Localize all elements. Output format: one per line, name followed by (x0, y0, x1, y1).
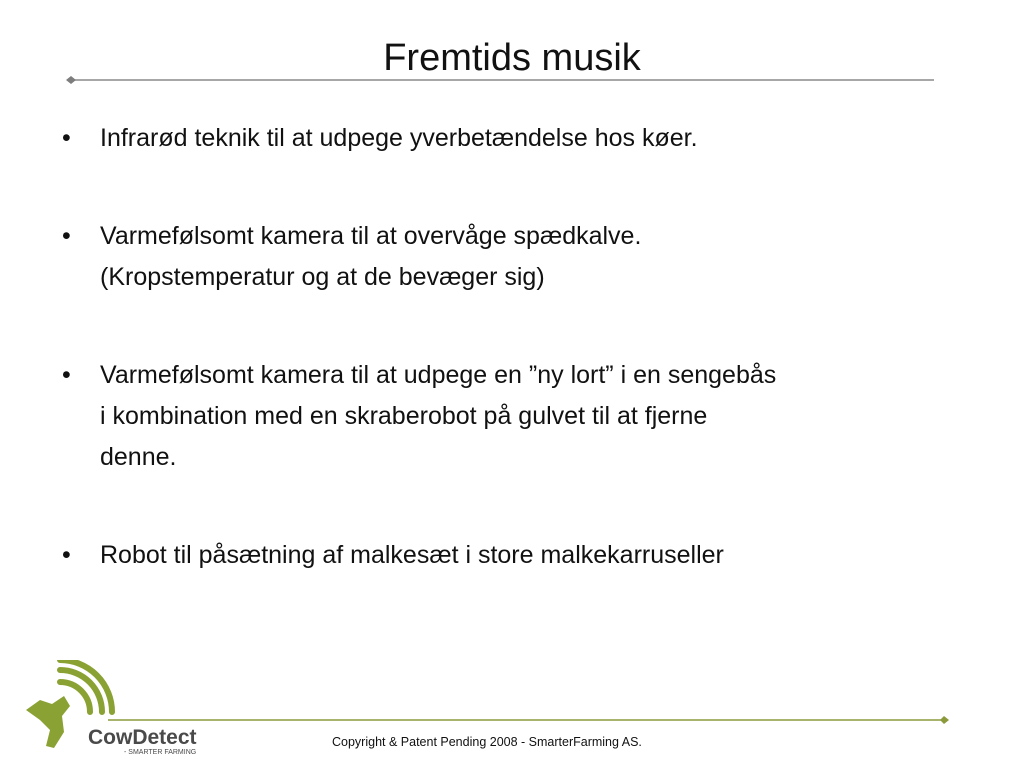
bullet-line: • Varmefølsomt kamera til at overvåge spædkalve. (100, 222, 642, 250)
bullet-line: i kombination med en skraberobot på gulvet til at fjerne (100, 402, 708, 430)
copyright-text: Copyright & Patent Pending 2008 - SmarterFarming AS. (332, 735, 642, 749)
logo-tagline: - SMARTER FARMING (124, 749, 197, 756)
cowdetect-logo (20, 660, 230, 758)
bullet-item (62, 535, 962, 576)
bullet-item (62, 355, 962, 478)
bullet-line: • Varmefølsomt kamera til at udpege en ”ny lort” i en sengebås (100, 361, 777, 389)
divider-diamond-icon (940, 716, 949, 724)
bullet-line: (Kropstemperatur og at de bevæger sig) (100, 263, 545, 291)
bullet-line: denne. (100, 443, 177, 471)
cow-head-icon (26, 696, 70, 748)
bullet-line: • Infrarød teknik til at udpege yverbetændelse hos køer. (100, 124, 698, 152)
bullet-item (62, 216, 962, 298)
slide-title: Fremtids musik (383, 37, 641, 79)
footer-divider (108, 712, 950, 728)
bullet-list (62, 118, 962, 576)
divider-diamond-icon (66, 76, 76, 84)
bullet-line: • Robot til påsætning af malkesæt i store malkekarruseller (100, 541, 724, 569)
title-divider (66, 72, 938, 88)
bullet-item (62, 118, 962, 159)
logo-wordmark: CowDetect (88, 726, 197, 749)
